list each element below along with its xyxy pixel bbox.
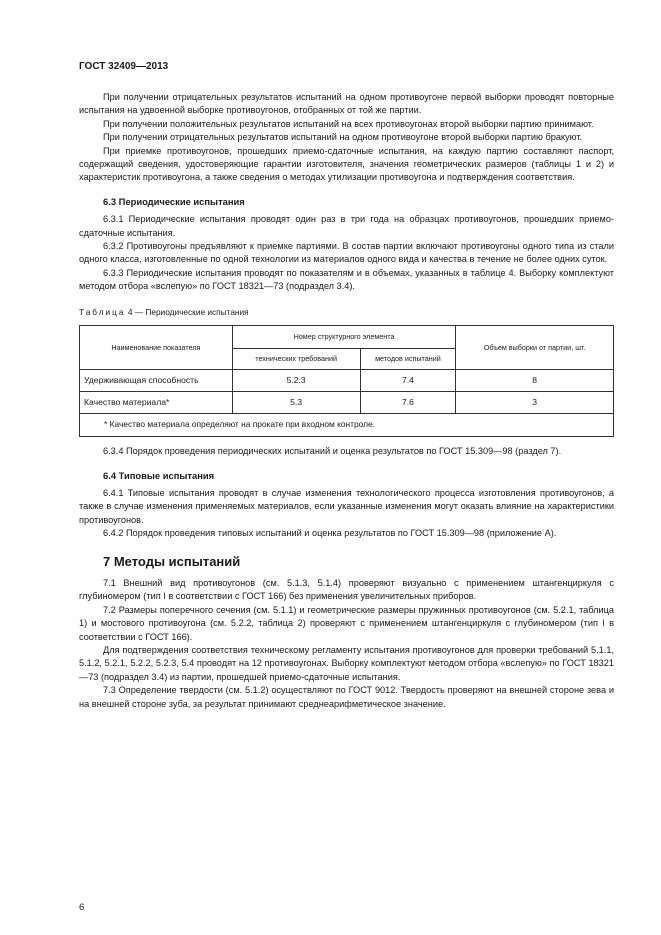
header-structural-element: Номер структурного элемента — [232, 326, 456, 349]
paragraph: При получении отрицательных результатов испытаний на одном противоугоне второй выборки партию бракуют. — [103, 132, 583, 143]
paragraph: 7.2 Размеры поперечного сечения (см. 5.1.1) и геометрические размеры пружинных противоугонов (см. 5.2.1, таблица 1) и мостового противоугона (см. 5.2.2, таблица 2) проверяют с применением штангенциркуля с глубиномером (тип I в соответствии с ГОСТ 166). — [79, 604, 614, 642]
header-sample-volume: Объем выборки от партии, шт. — [456, 326, 614, 370]
paragraph: 6.3.2 Противоугоны предъявляют к приемке партиями. В состав партии включают противоугоны одного типа из стали одного класса, изготовленные по одной технологии из материалов одного вида и качества в течение не более одних суток. — [79, 241, 614, 265]
cell-name: Качество материала* — [80, 392, 233, 414]
periodic-tests-table — [79, 325, 614, 437]
paragraph: При приемке противоугонов, прошедших приемо-сдаточные испытания, на каждую партию составляют паспорт, содержащий сведения, удостоверяющие гарантии изготовителя, значения геометрических размеров (таблицы 1 и 2) и характеристик противоугона, а также сведения о методах утилизации противоугона и подтверждения соответствия. — [79, 145, 614, 183]
table-row — [80, 370, 614, 392]
paragraph: 6.3.4 Порядок проведения периодических испытаний и оценка результатов по ГОСТ 15.309—98 (раздел 7). — [103, 446, 562, 457]
page-header: ГОСТ 32409—2013 — [79, 61, 169, 72]
header-test-methods: методов испытаний — [360, 349, 456, 370]
paragraph: При получении отрицательных результатов испытаний на одном противоугоне первой выборки проводят повторные испытания на удвоенной выборке противоугонов, отобранных от той же партии. — [79, 92, 614, 116]
table-note-row — [80, 414, 614, 437]
page-number: 6 — [79, 902, 85, 913]
table-row — [80, 392, 614, 414]
paragraph: Для подтверждения соответствия техническому регламенту испытания противоугонов для проверки требований 5.1.1, 5.1.2, 5.2.1, 5.2.2, 5.2.3, 5.4 проводят на 12 противоугонах. Выборку комплектуют методом отбора «вслепую» по ГОСТ 18321—73 (подраздел 3.4) из партии, прошедшей приемо-сдаточные испытания. — [79, 644, 614, 682]
page-body — [79, 91, 614, 711]
cell-requirement: 5.2.3 — [232, 370, 360, 392]
table-caption-text: 4 — Периодические испытания — [127, 306, 249, 317]
section-heading: 6.3 Периодические испытания — [103, 195, 245, 207]
cell-name: Удерживающая способность — [80, 370, 233, 392]
cell-volume: 8 — [456, 370, 614, 392]
cell-requirement: 5.3 — [232, 392, 360, 414]
table-caption-prefix: Таблица — [79, 306, 126, 317]
header-indicator-name: Наименование показателя — [80, 326, 233, 370]
cell-method: 7.4 — [360, 370, 456, 392]
header-technical-requirements: технических требований — [232, 349, 360, 370]
table-caption — [79, 306, 614, 319]
paragraph: 6.4.1 Типовые испытания проводят в случае изменения технологического процесса изготовления противоугонов, а также в случае изменения применяемых материалов, если указанные изменения могут оказать влияние на характеристики противоугонов. — [79, 487, 614, 525]
paragraph: 7.3 Определение твердости (см. 5.1.2) осуществляют по ГОСТ 9012. Твердость проверяют на внешней стороне зева и на внешней стороне зуба, за результат принимают среднеарифметическое значение. — [79, 685, 614, 709]
paragraph: 7.1 Внешний вид противоугонов (см. 5.1.3, 5.1.4) проверяют визуально с применением штангенциркуля с глубиномером (тип I в соответствии с ГОСТ 166) без применения увеличительных приборов. — [79, 577, 614, 602]
table-footnote: * Качество материала определяют на прокате при входном контроле. — [80, 414, 614, 437]
cell-volume: 3 — [456, 392, 614, 414]
paragraph: 6.4.2 Порядок проведения типовых испытаний и оценка результатов по ГОСТ 15.309—98 (приложение А). — [103, 528, 557, 539]
paragraph: При получении положительных результатов испытаний на всех противоугонах второй выборки партию принимают. — [103, 118, 594, 129]
chapter-heading: 7 Методы испытаний — [103, 553, 241, 569]
section-heading: 6.4 Типовые испытания — [103, 469, 215, 481]
cell-method: 7.6 — [360, 392, 456, 414]
paragraph: 6.3.1 Периодические испытания проводят один раз в три года на образцах противоугонов, прошедших приемо-сдаточные испытания. — [79, 214, 614, 238]
paragraph: 6.3.3 Периодические испытания проводят по показателям и в объемах, указанных в таблице 4. Выборку комплектуют методом отбора «вслепую» по ГОСТ 18321—73 (подраздел 3.4). — [79, 267, 614, 292]
